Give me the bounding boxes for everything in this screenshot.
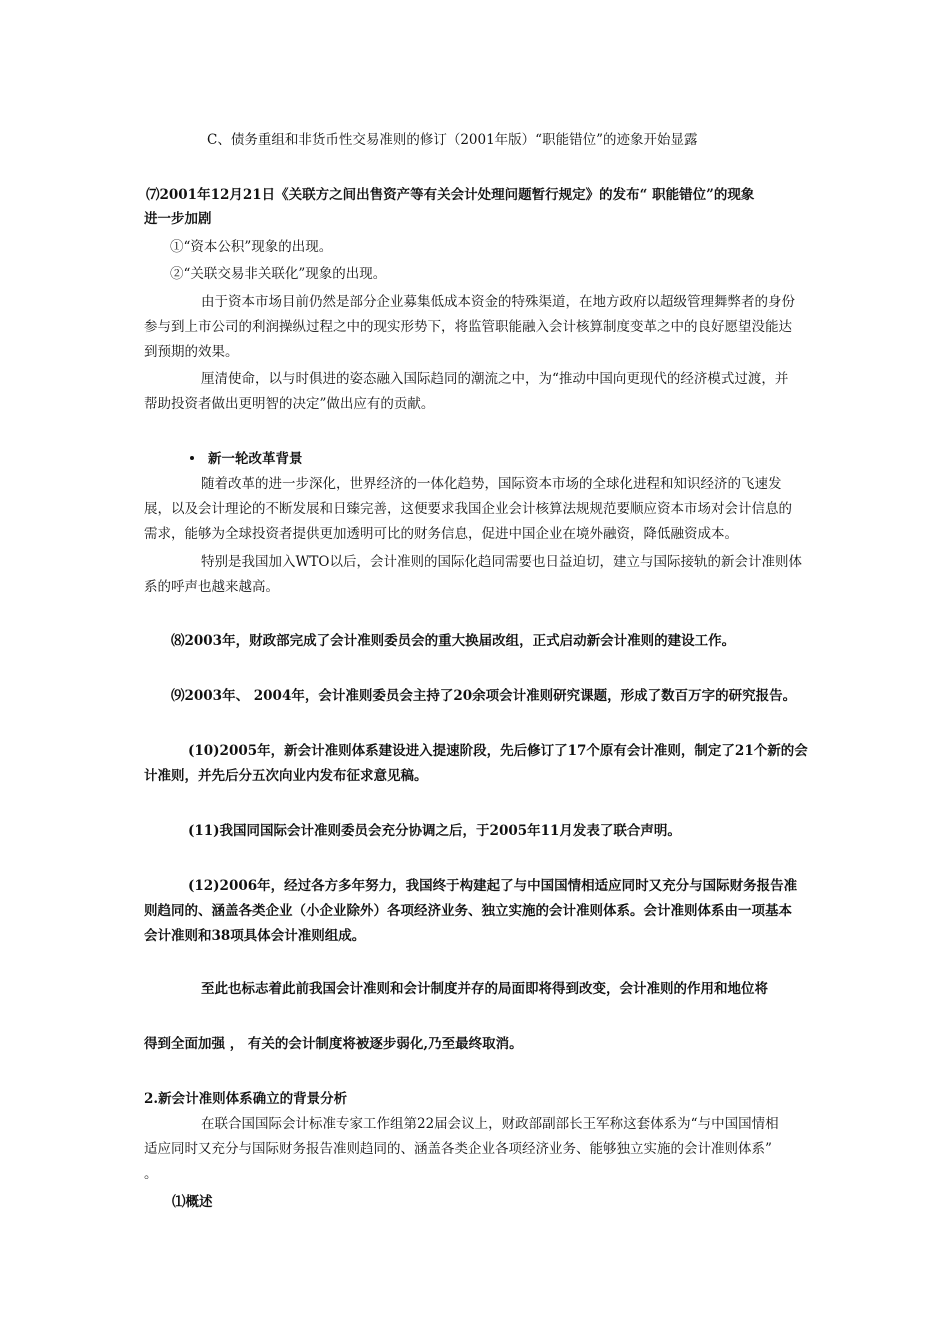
heading-c: C、债务重组和非货币性交易准则的修订（2001年版）“职能错位”的迹象开始显露: [207, 132, 698, 148]
para-1-line-2: 参与到上市公司的利润操纵过程之中的现实形势下，将监管职能融入会计核算制度变革之中的良好愿望没能达: [144, 319, 792, 335]
bullet-heading-text: 新一轮改革背景: [208, 451, 303, 467]
phenomenon-2: ②“关联交易非关联化”现象的出现。: [170, 266, 387, 282]
para-1-line-3: 到预期的效果。: [144, 344, 239, 360]
para-4-line-1: 特别是我国加入WTO以后，会计准则的国际化趋同需要也日益迫切，建立与国际接轨的新会计准则体: [201, 554, 802, 570]
para-3-line-1: 随着改革的进一步深化，世界经济的一体化趋势，国际资本市场的全球化进程和知识经济的飞速发: [201, 476, 782, 492]
bullet-heading: [190, 450, 303, 468]
section-2-heading: 2.新会计准则体系确立的背景分析: [144, 1091, 348, 1107]
sub-1-heading: ⑴概述: [172, 1194, 213, 1210]
para-3-line-2: 展，以及会计理论的不断发展和日臻完善，这便要求我国企业会计核算法规规范要顺应资本市场对会计信息的: [144, 501, 792, 517]
bullet-icon: [190, 456, 194, 460]
para-1-line-1: 由于资本市场目前仍然是部分企业募集低成本资金的特殊渠道，在地方政府以超级管理舞弊者的身份: [201, 294, 795, 310]
conclusion-line-1: 至此也标志着此前我国会计准则和会计制度并存的局面即将得到改变，会计准则的作用和地位将: [201, 981, 768, 997]
item-12-line-3: 会计准则和38项具体会计准则组成。: [144, 928, 366, 944]
item-7-line-1: ⑺2001年12月21日《关联方之间出售资产等有关会计处理问题暂行规定》的发布“ 职能错位”的现象: [146, 187, 755, 203]
item-12-line-2: 则趋同的、涵盖各类企业（小企业除外）各项经济业务、独立实施的会计准则体系。会计准则体系由一项基本: [144, 903, 792, 919]
item-10-line-2: 计准则，并先后分五次向业内发布征求意见稿。: [144, 768, 428, 784]
item-12-line-1: (12)2006年，经过各方多年努力，我国终于构建起了与中国国情相适应同时又充分与国际财务报告准: [188, 878, 798, 894]
phenomenon-1: ①“资本公积”现象的出现。: [170, 239, 333, 255]
para-4-line-2: 系的呼声也越来越高。: [144, 579, 279, 595]
para-2-line-2: 帮助投资者做出更明智的决定”做出应有的贡献。: [144, 396, 435, 412]
item-11: (11)我国同国际会计准则委员会充分协调之后，于2005年11月发表了联合声明。: [188, 823, 681, 839]
item-7-line-2: 进一步加剧: [144, 211, 212, 227]
conclusion-line-2: 得到全面加强 ， 有关的会计制度将被逐步弱化,乃至最终取消。: [144, 1036, 523, 1052]
item-10-line-1: (10)2005年，新会计准则体系建设进入提速阶段，先后修订了17个原有会计准则，制定了21个新的会: [188, 743, 808, 759]
item-9: ⑼2003年、 2004年，会计准则委员会主持了20余项会计准则研究课题，形成了数百万字的研究报告。: [171, 688, 797, 704]
para-5-line-2: 适应同时又充分与国际财务报告准则趋同的、涵盖各类企业各项经济业务、能够独立实施的会计准则体系”: [144, 1141, 772, 1157]
para-3-line-3: 需求，能够为全球投资者提供更加透明可比的财务信息，促进中国企业在境外融资，降低融资成本。: [144, 526, 738, 542]
para-2-line-1: 厘清使命，以与时俱进的姿态融入国际趋同的潮流之中，为“推动中国向更现代的经济模式过渡，并: [201, 371, 789, 387]
item-8: ⑻2003年，财政部完成了会计准则委员会的重大换届改组，正式启动新会计准则的建设工作。: [171, 633, 736, 649]
para-5-line-3: 。: [144, 1166, 158, 1182]
para-5-line-1: 在联合国国际会计标准专家工作组第22届会议上，财政部副部长王军称这套体系为“与中国国情相: [201, 1116, 779, 1132]
